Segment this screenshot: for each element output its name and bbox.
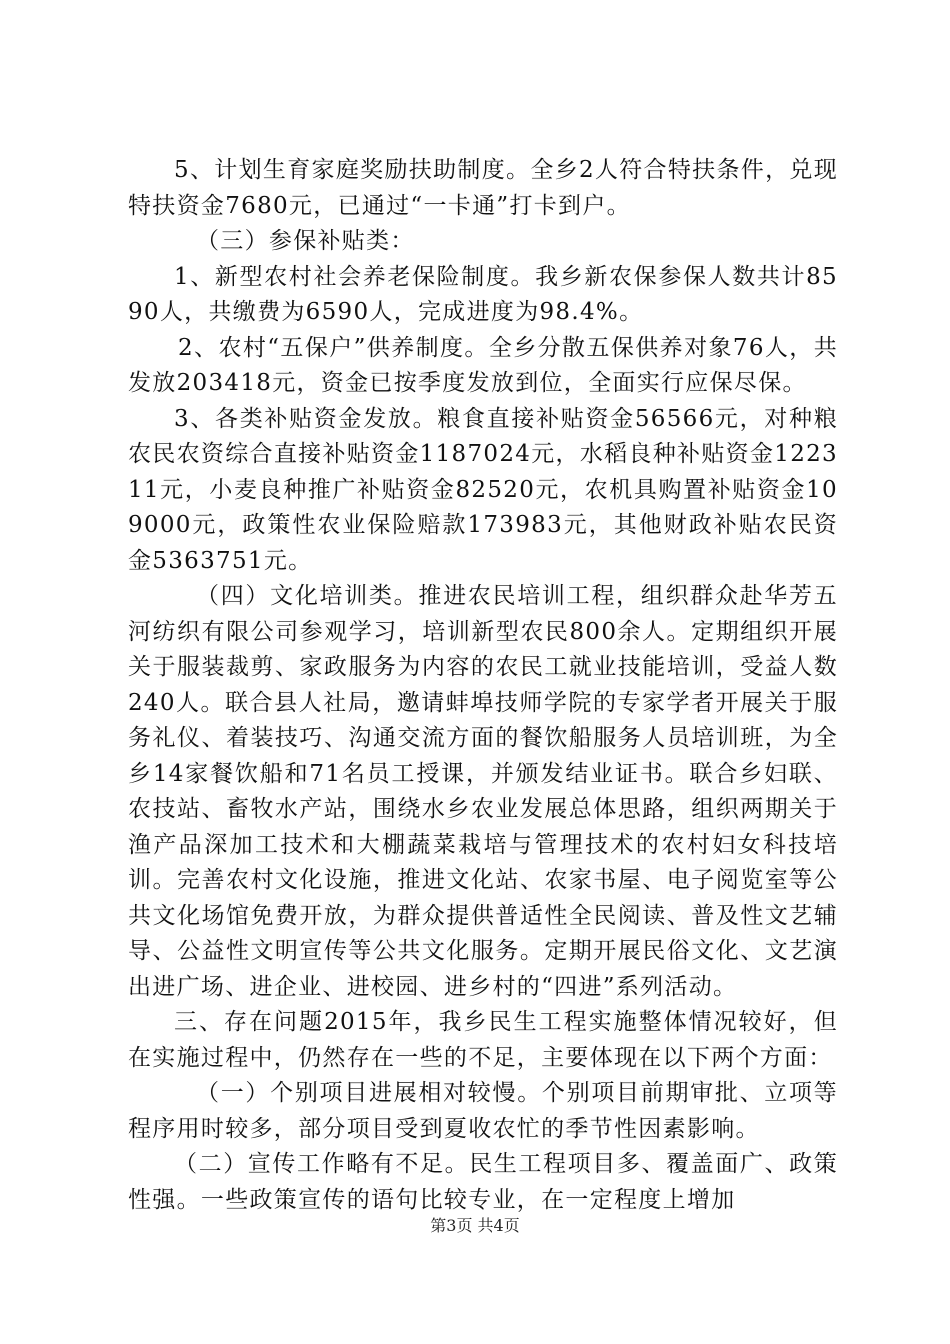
paragraph-family-planning-subsidy: 5、计划生育家庭奖励扶助制度。全乡2人符合特扶条件，兑现特扶资金7680元，已通过“一卡通”打卡到户。	[128, 157, 838, 219]
paragraph-five-guarantee: 2、农村“五保户”供养制度。全乡分散五保供养对象76人，共发放203418元，资金已按季度发放到位，全面实行应保尽保。	[128, 334, 838, 396]
section-heading-insurance-subsidies: （三）参保补贴类：	[196, 228, 415, 254]
paragraph-rural-pension: 1、新型农村社会养老保险制度。我乡新农保参保人数共计8590人，共缴费为6590人，完成进度为98.4%。	[128, 263, 838, 325]
paragraph-existing-problems: 三、存在问题2015年，我乡民生工程实施整体情况较好，但在实施过程中，仍然存在一些的不足，主要体现在以下两个方面：	[128, 1009, 838, 1071]
document-body	[128, 153, 838, 1218]
page-number-footer: 第3页 共4页	[430, 1216, 520, 1235]
paragraph-subsidy-distribution: 3、各类补贴资金发放。粮食直接补贴资金56566元，对种粮农民农资综合直接补贴资金1187024元，水稻良种补贴资金122311元，小麦良种推广补贴资金82520元，农机具购置补贴资金109000元，政策性农业保险赔款173983元，其他财政补贴农民资金5363751元。	[128, 405, 838, 574]
paragraph-publicity-shortfall: （二）宣传工作略有不足。民生工程项目多、覆盖面广、政策性强。一些政策宣传的语句比较专业，在一定程度上增加	[128, 1151, 838, 1213]
paragraph-cultural-training: （四）文化培训类。推进农民培训工程，组织群众赴华芳五河纺织有限公司参观学习，培训新型农民800余人。定期组织开展关于服装裁剪、家政服务为内容的农民工就业技能培训，受益人数240人。联合县人社局，邀请蚌埠技师学院的专家学者开展关于服务礼仪、着装技巧、沟通交流方面的餐饮船服务人员培训班，为全乡14家餐饮船和71名员工授课，并颁发结业证书。联合乡妇联、农技站、畜牧水产站，围绕水乡农业发展总体思路，组织两期关于渔产品深加工技术和大棚蔬菜栽培与管理技术的农村妇女科技培训。完善农村文化设施，推进文化站、农家书屋、电子阅览室等公共文化场馆免费开放，为群众提供普适性全民阅读、普及性文艺辅导、公益性文明宣传等公共文化服务。定期开展民俗文化、文艺演出进广场、进企业、进校园、进乡村的“四进”系列活动。	[128, 583, 838, 1000]
paragraph-slow-progress: （一）个别项目进展相对较慢。个别项目前期审批、立项等程序用时较多，部分项目受到夏收农忙的季节性因素影响。	[128, 1080, 838, 1142]
